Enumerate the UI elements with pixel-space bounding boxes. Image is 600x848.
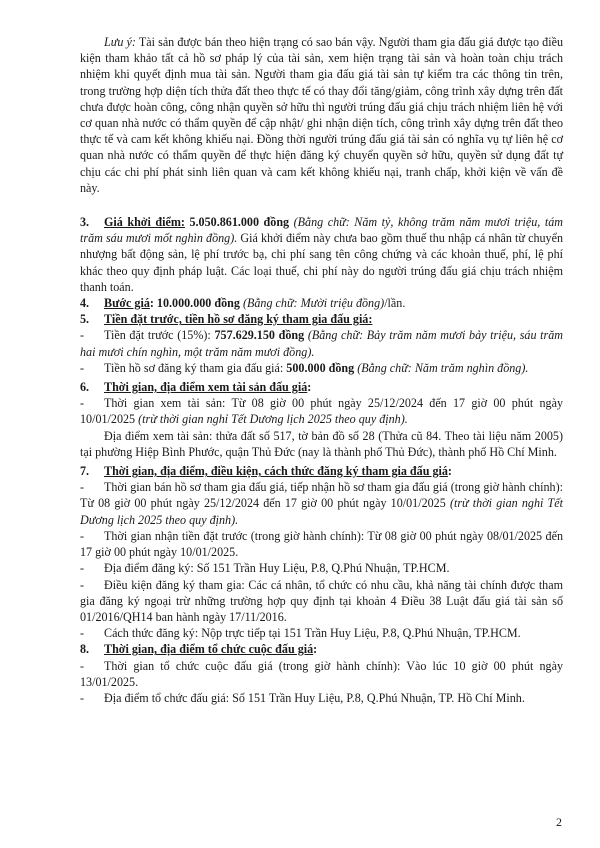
fee-words: (Bằng chữ: Năm trăm nghìn đồng). xyxy=(354,360,529,375)
fee-item xyxy=(80,360,563,376)
bid-step-amount: : 10.000.000 đồng xyxy=(149,296,240,311)
registration-method-text: Cách thức đăng ký: Nộp trực tiếp tại 151 Trần Huy Liệu, P.8, Q.Phú Nhuận, TP.HCM. xyxy=(104,626,521,641)
section-5 xyxy=(80,311,563,327)
section-4-title: Bước giá xyxy=(104,296,150,311)
section-6 xyxy=(80,379,563,395)
section-5-title: Tiền đặt trước, tiền hồ sơ đăng ký tham gia đấu giá: xyxy=(104,312,373,327)
section-7-colon: : xyxy=(447,464,452,479)
fee-label: Tiền hồ sơ đăng ký tham gia đấu giá: xyxy=(104,360,284,375)
section-7-number: 7. xyxy=(80,464,90,479)
auction-place-text: Địa điểm tổ chức đấu giá: Số 151 Trần Huy Liệu, P.8, Q.Phú Nhuận, TP. Hồ Chí Minh. xyxy=(104,690,525,705)
registration-time-note: (trừ thời gian nghỉ Tết Dương lịch 2025 theo quy định). xyxy=(80,496,563,527)
section-5-number: 5. xyxy=(80,312,90,327)
deposit-time-item xyxy=(80,528,563,560)
list-dash: - xyxy=(80,658,85,673)
note-text: Tài sản được bán theo hiện trạng có sao bán vậy. Người tham gia đấu giá được tạo điều kiện tham khảo tất cả hồ sơ pháp lý của tài sản, xem hiện trạng tài sản và hoàn toàn chịu trách nhiệm khi quyết định mua tài sản. Người tham gia đấu giá tài sản tự kiểm tra các thông tin trên, trong trường hợp diện tích thửa đất theo thực tế có thay đổi tăng/giảm, công trình xây dựng trên đất chưa được hoàn công, công nhận quyền sở hữu thì người trúng đấu giá chịu trách nhiệm liên hệ với cơ quan nhà nước có thẩm quyền để cập nhật/ ghi nhận diện tích, công trình xây dựng trên đất theo thực tế và cam kết không khiếu nại. Đồng thời người trúng đấu giá tài sản có nghĩa vụ tự liên hệ cơ quan nhà nước có thẩm quyền để thực hiện đăng ký chuyển quyền sở hữu, quyền sử dụng đất tự chịu các chi phí phát sinh liên quan và cam kết không khiếu nại, tranh chấp, khởi kiện về vấn đề này. xyxy=(80,35,563,195)
section-3 xyxy=(80,214,563,295)
registration-time-item xyxy=(80,479,563,528)
section-6-colon: : xyxy=(307,380,312,395)
section-8-colon: : xyxy=(313,642,318,657)
list-dash: - xyxy=(80,528,85,543)
deposit-words: (Bằng chữ: Bảy trăm năm mươi bảy triệu, sáu trăm hai mươi chín nghìn, một trăm năm mươi đồng). xyxy=(80,328,564,359)
viewing-location-item xyxy=(80,428,563,460)
viewing-time-text: Thời gian xem tài sản: Từ 08 giờ 00 phút ngày 25/12/2024 đến 17 giờ 00 phút ngày 10/01/2025 xyxy=(80,396,563,427)
auction-time-text: Thời gian tổ chức cuộc đấu giá (trong giờ hành chính): Vào lúc 10 giờ 00 phút ngày 13/01/2025. xyxy=(80,658,563,689)
registration-place-item xyxy=(80,560,563,576)
section-4-number: 4. xyxy=(80,296,90,311)
starting-price-words: (Bằng chữ: Năm tỷ, không trăm năm mươi triệu, tám trăm sáu mươi mốt nghìn đồng). xyxy=(80,215,563,246)
viewing-location-text: Địa điểm xem tài sản: thửa đất số 517, tờ bản đồ số 28 (Thửa cũ 84. Theo tài liệu năm 2005) tại phường Hiệp Bình Phước, quận Thủ Đức (nay là thành phố Thủ Đức), thành phố Hồ Chí Minh. xyxy=(80,428,563,459)
viewing-time-item xyxy=(80,395,563,427)
list-dash: - xyxy=(80,561,85,576)
section-8-title: Thời gian, địa điểm tổ chức cuộc đấu giá xyxy=(104,642,314,657)
registration-place-text: Địa điểm đăng ký: Số 151 Trần Huy Liệu, P.8, Q.Phú Nhuận, TP.HCM. xyxy=(104,561,450,576)
starting-price-amount: 5.050.861.000 đồng xyxy=(184,215,290,230)
list-dash: - xyxy=(80,690,85,705)
viewing-time-note: (trừ thời gian nghỉ Tết Dương lịch 2025 theo quy định). xyxy=(135,412,408,427)
auction-time-item xyxy=(80,658,563,690)
section-8-number: 8. xyxy=(80,642,90,657)
registration-condition-text: Điều kiện đăng ký tham gia: Các cá nhân, tổ chức có nhu cầu, khả năng tài chính được tham gia đăng ký ngoại trừ những trường hợp quy định tại khoản 4 Điều 38 Luật đấu giá tài sản số 01/2016/QH14 ban hành ngày 17/11/2016. xyxy=(80,577,563,624)
note-label: Lưu ý: xyxy=(104,35,136,49)
note-paragraph xyxy=(80,34,563,196)
deposit-item xyxy=(80,327,563,359)
list-dash: - xyxy=(80,626,85,641)
section-6-title: Thời gian, địa điểm xem tài sản đấu giá xyxy=(104,380,308,395)
section-3-number: 3. xyxy=(80,215,90,230)
bid-step-words: (Bằng chữ: Mười triệu đồng) xyxy=(239,296,385,311)
page-content xyxy=(80,34,563,706)
deposit-amount: 757.629.150 đồng xyxy=(210,328,305,343)
fee-amount: 500.000 đồng xyxy=(283,360,355,375)
list-dash: - xyxy=(80,328,85,343)
starting-price-text: Giá khởi điểm này chưa bao gồm thuế thu nhập cá nhân từ chuyển nhượng bất động sản, lệ phí trước bạ, chi phí sang tên công chứng và các khoản thuế, phí, lệ phí khác theo quy định pháp luật. Các loại thuế, chi phí này do người trúng đấu giá chịu trách nhiệm thanh toán. xyxy=(80,231,563,294)
section-7 xyxy=(80,463,563,479)
list-dash: - xyxy=(80,480,85,495)
section-7-title: Thời gian, địa điểm, điều kiện, cách thức đăng ký tham gia đấu giá xyxy=(104,464,448,479)
page-number: 2 xyxy=(556,815,562,829)
list-dash: - xyxy=(80,577,85,592)
registration-condition-item xyxy=(80,577,563,626)
section-8 xyxy=(80,641,563,657)
section-4 xyxy=(80,295,563,311)
registration-method-item xyxy=(80,625,563,641)
auction-place-item xyxy=(80,690,563,706)
section-6-number: 6. xyxy=(80,380,90,395)
list-dash: - xyxy=(80,360,85,375)
bid-step-tail: /lần. xyxy=(384,296,406,311)
registration-time-text: Thời gian bán hồ sơ tham gia đấu giá, tiếp nhận hồ sơ tham gia đấu giá (trong giờ hành chính): Từ 08 giờ 00 phút ngày 25/12/2024 đến 17 giờ 00 phút ngày 10/01/2025 xyxy=(80,480,563,511)
section-3-title: Giá khởi điểm: xyxy=(104,215,185,230)
list-dash: - xyxy=(80,396,85,411)
deposit-time-text: Thời gian nhận tiền đặt trước (trong giờ hành chính): Từ 08 giờ 00 phút ngày 08/01/2025 đến 17 giờ 00 phút ngày 10/01/2025. xyxy=(80,528,563,560)
deposit-label: Tiền đặt trước (15%): xyxy=(104,328,211,343)
